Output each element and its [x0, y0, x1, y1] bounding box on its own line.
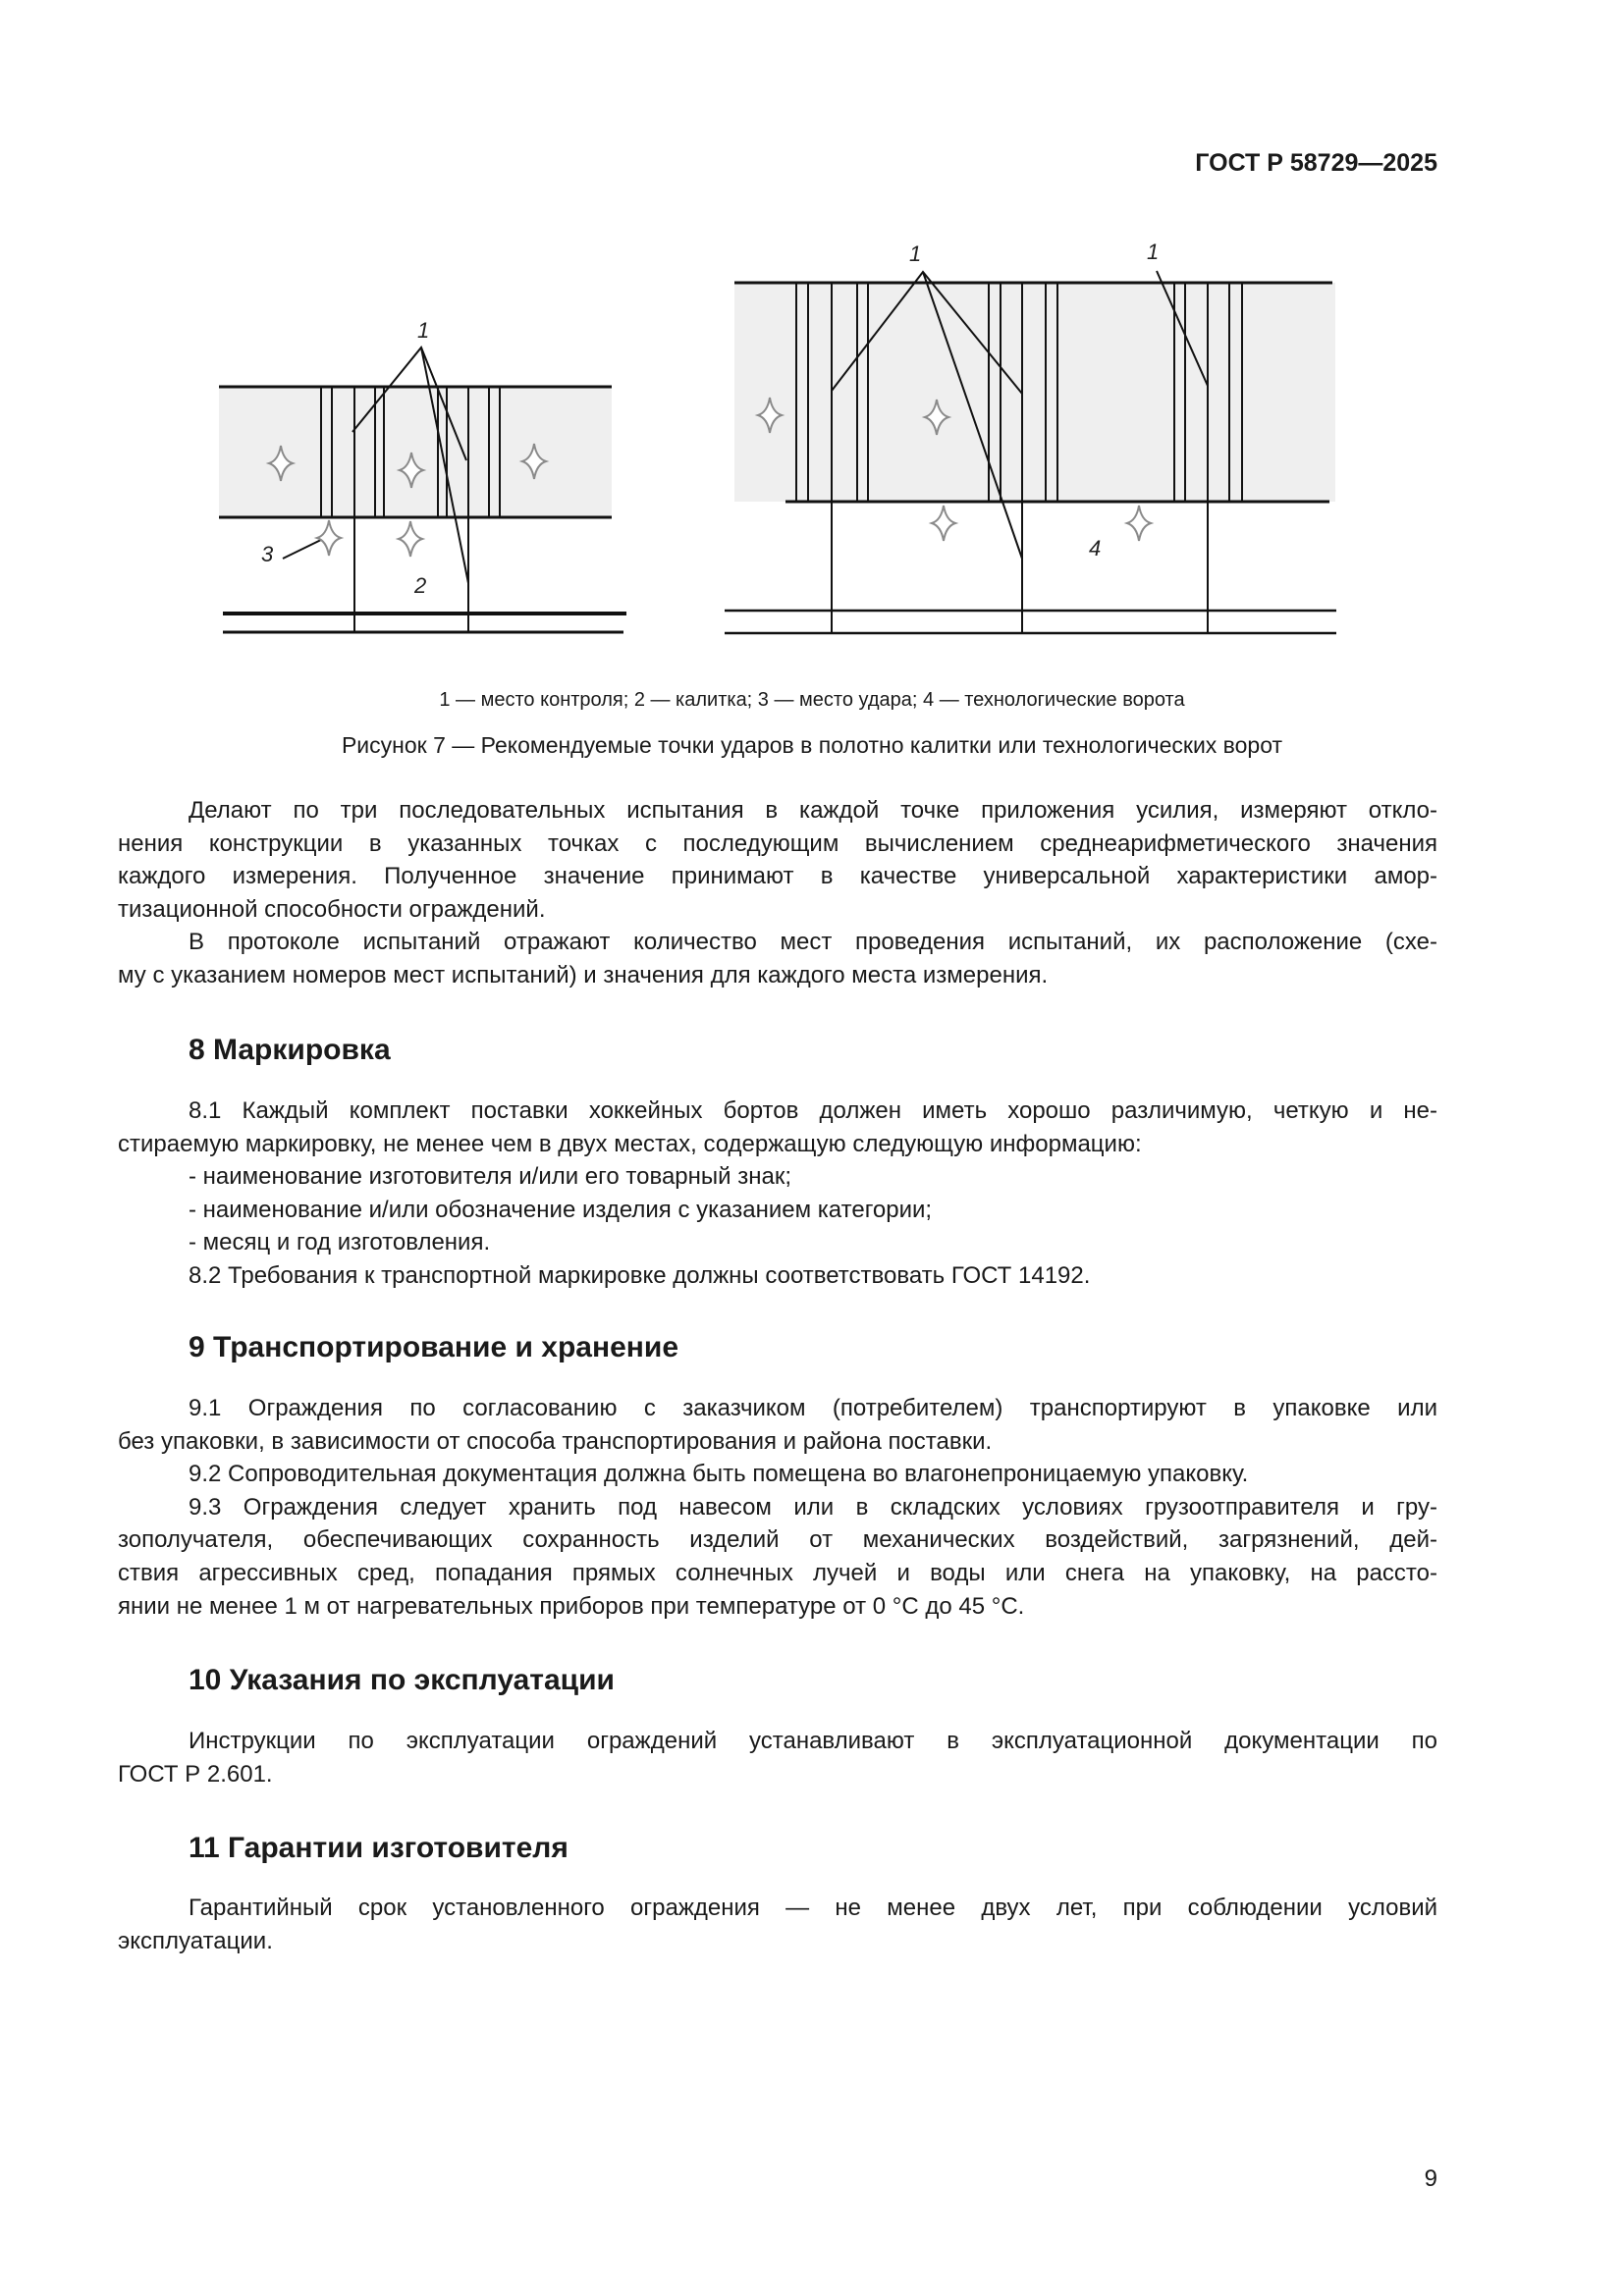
document-id-header: ГОСТ Р 58729—2025: [1195, 149, 1437, 177]
label-control-right-2: 1: [1147, 240, 1160, 264]
section-11-heading: 11 Гарантии изготовителя: [189, 1832, 568, 1864]
text-line: В протоколе испытаний отражают количество мест проведения испытаний, их расположение (схе-: [189, 929, 1437, 956]
section-8-body: [118, 1095, 1437, 1293]
text-line: эксплуатации.: [118, 1927, 273, 1954]
intro-paragraphs: [118, 794, 1437, 992]
section-11-body: [118, 1892, 1437, 1957]
text-line: 8.1 Каждый комплект поставки хоккейных бортов должен иметь хорошо различимую, четкую и не-: [189, 1097, 1437, 1124]
fence-panel-fill: [219, 387, 612, 517]
text-line: Инструкции по эксплуатации ограждений устанавливают в эксплуатационной документации по: [189, 1728, 1437, 1754]
impact-star-icon: [317, 520, 341, 556]
section-9-body: [118, 1392, 1437, 1623]
label-impact: 3: [261, 542, 274, 566]
impact-star-icon: [932, 506, 955, 541]
text-line: нения конструкции в указанных точках с последующим вычислением среднеарифметического значения: [118, 829, 1437, 857]
text-line: ГОСТ Р 2.601.: [118, 1760, 273, 1788]
fence-panel-fill: [734, 283, 1335, 502]
text-line: 9.3 Ограждения следует хранить под навесом или в складских условиях грузоотправителя и гру-: [189, 1493, 1437, 1521]
page-number: 9: [1424, 2165, 1437, 2192]
label-gate: 2: [414, 573, 427, 598]
text-line: каждого измерения. Полученное значение принимают в качестве универсальной характеристики амор-: [118, 863, 1437, 890]
section-8-heading: 8 Маркировка: [189, 1034, 391, 1066]
section-10-body: [118, 1725, 1437, 1790]
figure-legend: 1 — место контроля; 2 — калитка; 3 — место удара; 4 — технологические ворота: [439, 689, 1185, 711]
section-10-heading: 10 Указания по эксплуатации: [189, 1664, 616, 1696]
text-line: стираемую маркировку, не менее чем в двух местах, содержащую следующую информацию:: [118, 1130, 1142, 1157]
label-tech-gate: 4: [1089, 536, 1102, 561]
text-line: му с указанием номеров мест испытаний) и значения для каждого места измерения.: [118, 961, 1049, 988]
text-line: Делают по три последовательных испытания в каждой точке приложения усилия, измеряют откло-: [189, 797, 1437, 824]
section-9-heading: 9 Транспортирование и хранение: [189, 1331, 679, 1363]
leader-line-3: [283, 538, 325, 559]
impact-star-icon: [399, 521, 422, 557]
text-line: Гарантийный срок установленного ограждения — не менее двух лет, при соблюдении условий: [189, 1895, 1437, 1921]
text-line: тизационной способности ограждений.: [118, 895, 546, 923]
label-control-right-1: 1: [909, 241, 922, 266]
text-line: - наименование изготовителя и/или его товарный знак;: [189, 1163, 791, 1191]
figure-caption: Рисунок 7 — Рекомендуемые точки ударов в полотно калитки или технологических ворот: [341, 732, 1283, 758]
tech-gate-drawing: [725, 271, 1336, 633]
text-line: 9.2 Сопроводительная документация должна быть помещена во влагонепроницаемую упаковку.: [189, 1461, 1249, 1488]
label-control-left: 1: [417, 318, 430, 343]
text-line: - наименование и/или обозначение изделия с указанием категории;: [189, 1196, 933, 1223]
text-line: 9.1 Ограждения по согласованию с заказчиком (потребителем) транспортируют в упаковке или: [189, 1395, 1437, 1421]
figure-7-diagram: [0, 0, 1624, 667]
text-line: 8.2 Требования к транспортной маркировке должны соответствовать ГОСТ 14192.: [189, 1261, 1091, 1289]
impact-star-icon: [1127, 506, 1151, 541]
text-line: - месяц и год изготовления.: [189, 1229, 491, 1256]
text-line: зополучателя, обеспечивающих сохранность изделий от механических воздействий, загрязнений, дей-: [118, 1526, 1437, 1554]
text-line: янии не менее 1 м от нагревательных приборов при температуре от 0 °С до 45 °С.: [118, 1592, 1025, 1620]
text-line: без упаковки, в зависимости от способа транспортирования и района поставки.: [118, 1427, 993, 1455]
text-line: ствия агрессивных сред, попадания прямых солнечных лучей и воды или снега на упаковку, на рассто-: [118, 1559, 1437, 1586]
